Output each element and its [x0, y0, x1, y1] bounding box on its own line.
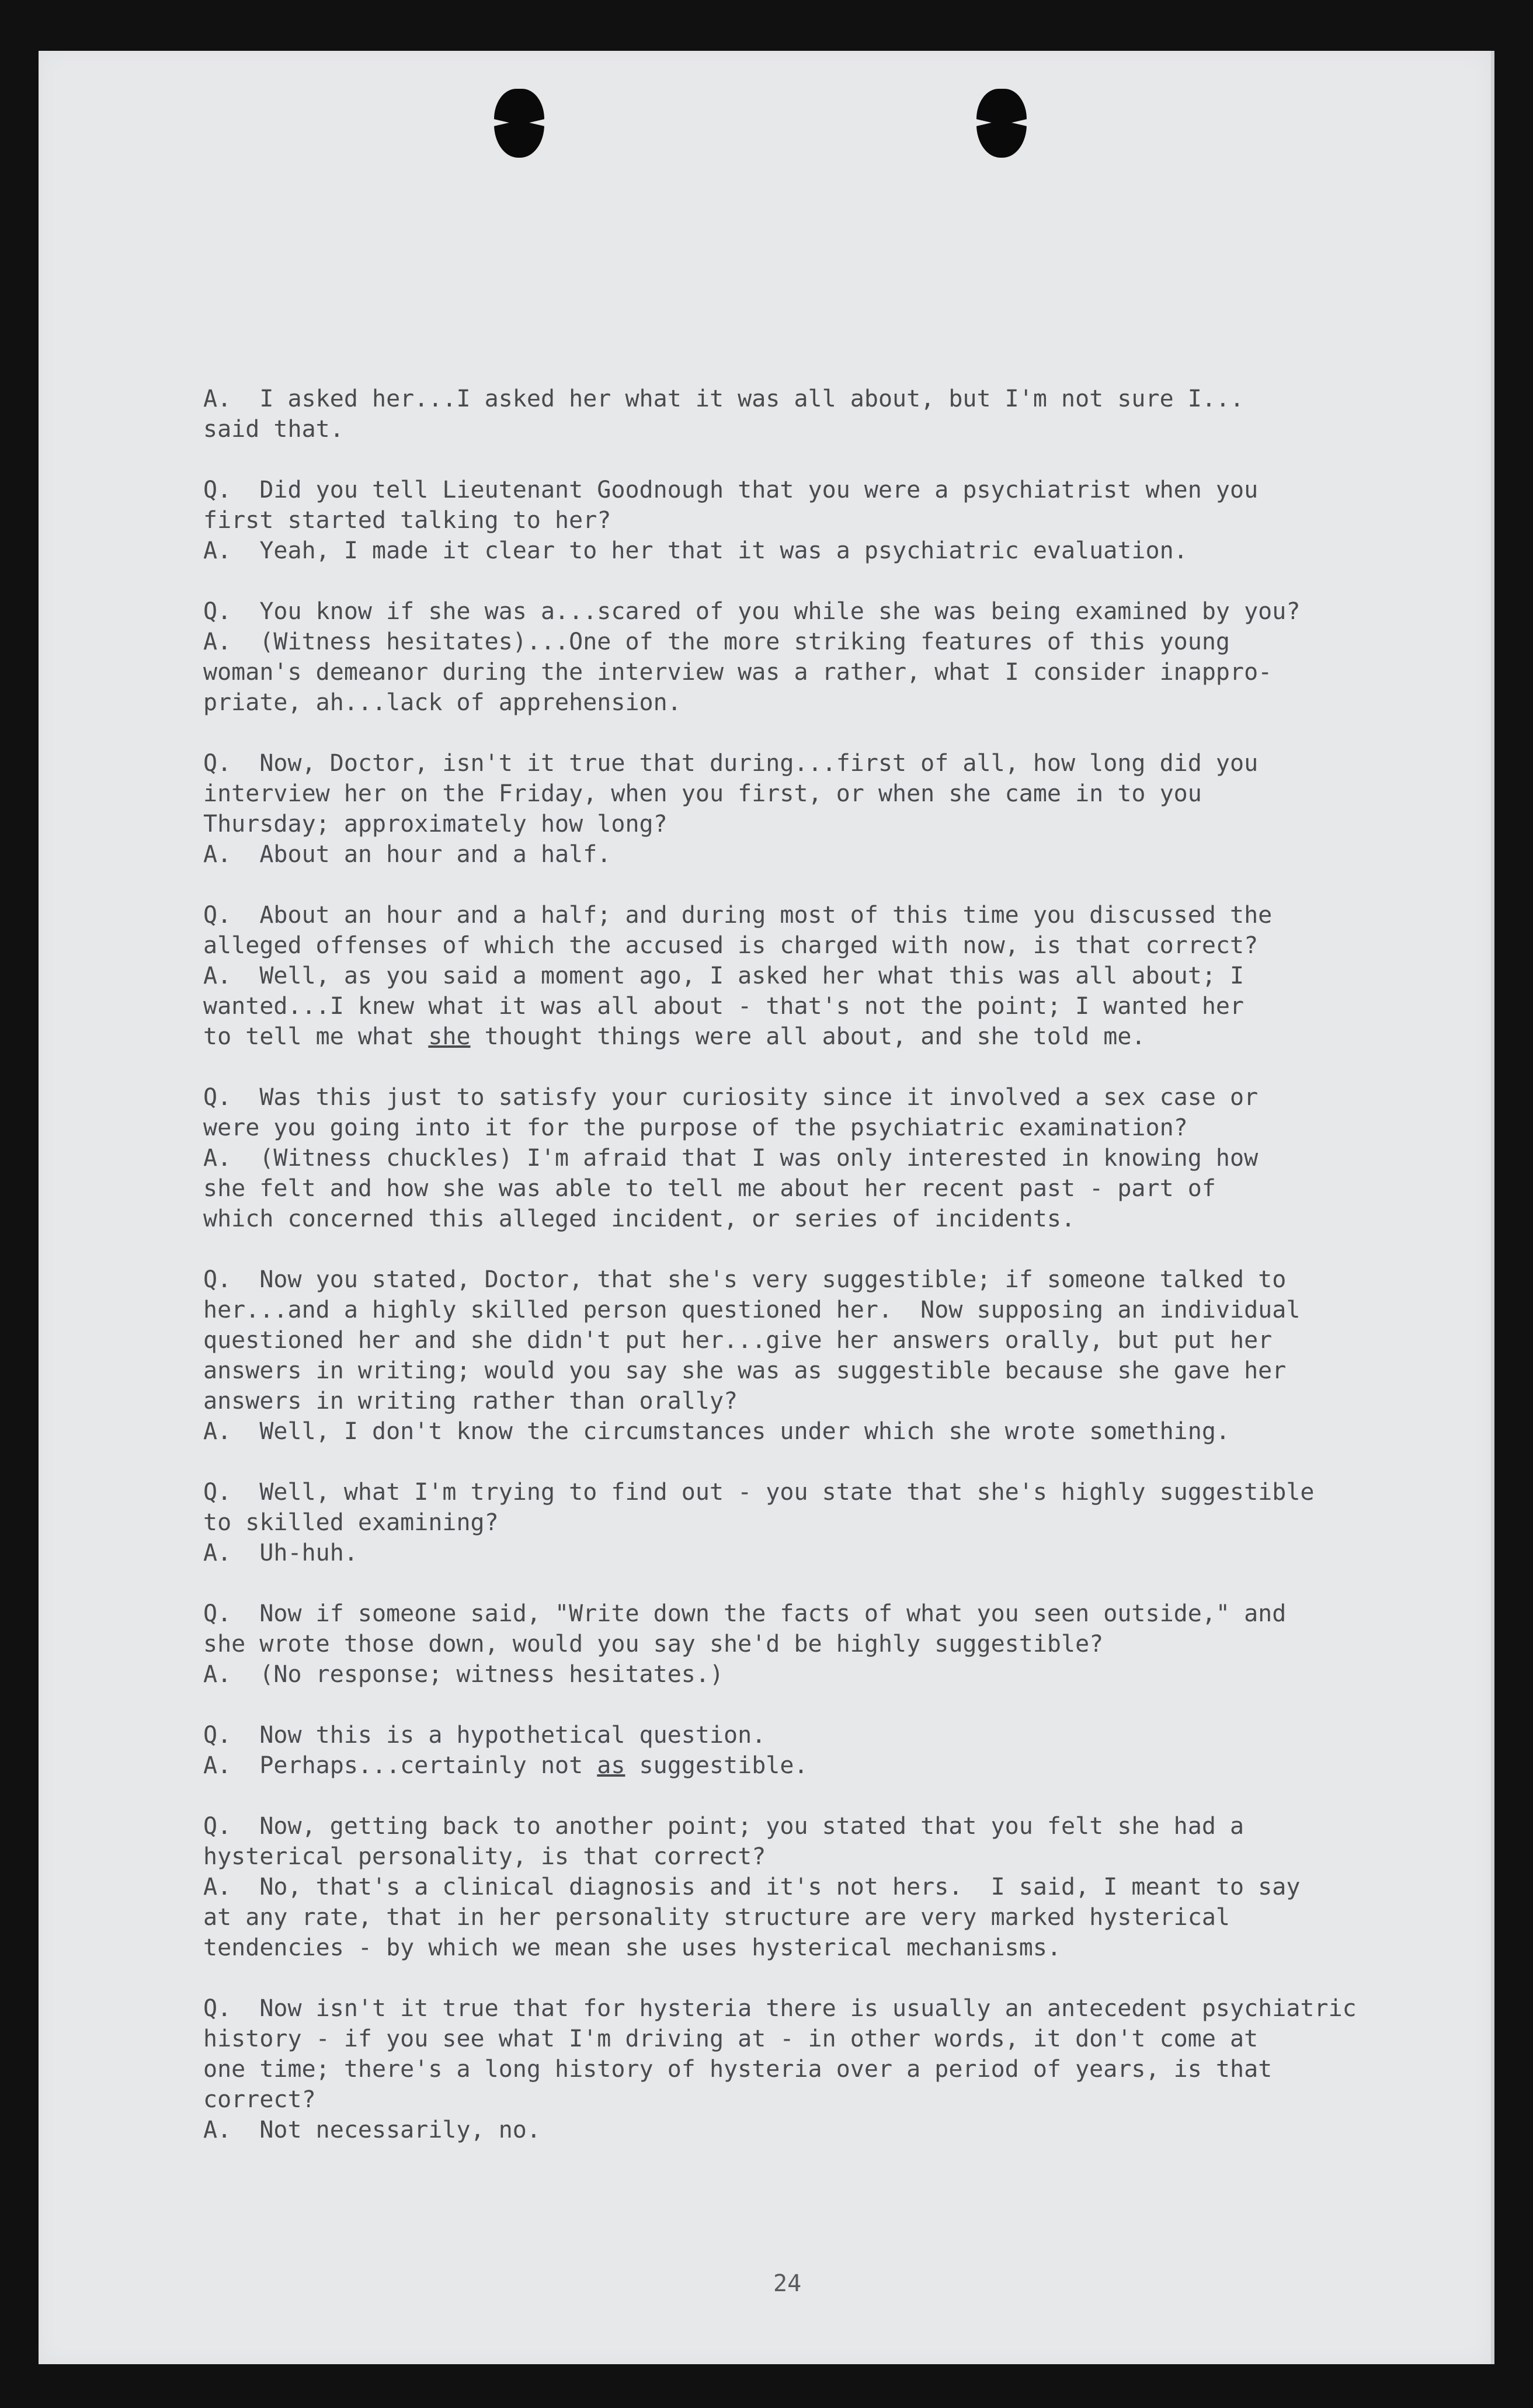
transcript-line: history - if you see what I'm driving at - in other words, it don't come at	[203, 2025, 1259, 2052]
transcript-line: Q. Did you tell Lieutenant Goodnough that you were a psychiatrist when you	[203, 477, 1259, 503]
transcript-line: Q. About an hour and a half; and during most of this time you discussed the	[203, 902, 1273, 929]
transcript-line: Thursday; approximately how long?	[203, 811, 668, 838]
transcript-line: A. Well, I don't know the circumstances under which she wrote something.	[203, 1418, 1230, 1445]
transcript-line: were you going into it for the purpose of the psychiatric examination?	[203, 1114, 1188, 1141]
transcript-line: Q. Now isn't it true that for hysteria there is usually an antecedent psychiatric	[203, 1995, 1357, 2022]
document-page	[39, 51, 1494, 2364]
qa-block	[203, 384, 1488, 444]
transcript-line: Q. Now if someone said, "Write down the facts of what you seen outside," and	[203, 1600, 1287, 1627]
qa-block	[203, 1264, 1488, 1447]
qa-block	[203, 748, 1488, 870]
transcript-line: Q. Now you stated, Doctor, that she's very suggestible; if someone talked to	[203, 1266, 1287, 1293]
transcript-line: to skilled examining?	[203, 1509, 499, 1536]
transcript-body	[203, 384, 1488, 2176]
punch-hole-right	[976, 89, 1027, 158]
transcript-line: Q. Now, getting back to another point; you stated that you felt she had a	[203, 1813, 1245, 1840]
transcript-line: A. (Witness chuckles) I'm afraid that I was only interested in knowing how	[203, 1145, 1259, 1172]
transcript-line: A. (No response; witness hesitates.)	[203, 1661, 724, 1688]
transcript-line: hysterical personality, is that correct?	[203, 1843, 766, 1870]
transcript-line: tendencies - by which we mean she uses hysterical mechanisms.	[203, 1934, 1062, 1961]
transcript-line: correct?	[203, 2086, 316, 2113]
transcript-line: at any rate, that in her personality structure are very marked hysterical	[203, 1904, 1230, 1931]
transcript-line	[203, 1750, 1488, 1781]
transcript-line: questioned her and she didn't put her...give her answers orally, but put her	[203, 1327, 1273, 1354]
transcript-line: A. About an hour and a half.	[203, 841, 611, 868]
transcript-line: priate, ah...lack of apprehension.	[203, 689, 682, 716]
transcript-line: answers in writing rather than orally?	[203, 1388, 738, 1415]
transcript-line: A. Yeah, I made it clear to her that it was a psychiatric evaluation.	[203, 537, 1188, 564]
transcript-line: she felt and how she was able to tell me about her recent past - part of	[203, 1175, 1216, 1202]
qa-block	[203, 475, 1488, 566]
qa-block	[203, 1082, 1488, 1234]
transcript-line: Q. Well, what I'm trying to find out - you state that she's highly suggestible	[203, 1479, 1315, 1506]
underlined-word: as	[597, 1752, 625, 1779]
line-text: thought things were all about, and she told me.	[470, 1023, 1146, 1050]
qa-block	[203, 1811, 1488, 1963]
transcript-line: said that.	[203, 416, 344, 443]
transcript-line: Q. Now this is a hypothetical question.	[203, 1722, 766, 1749]
transcript-line: answers in writing; would you say she was as suggestible because she gave her	[203, 1357, 1287, 1384]
transcript-line: wanted...I knew what it was all about - that's not the point; I wanted her	[203, 993, 1245, 1020]
transcript-line: A. I asked her...I asked her what it was all about, but I'm not sure I...	[203, 385, 1245, 412]
transcript-line: interview her on the Friday, when you first, or when she came in to you	[203, 780, 1202, 807]
transcript-line: Q. Was this just to satisfy your curiosity since it involved a sex case or	[203, 1084, 1259, 1111]
transcript-line: which concerned this alleged incident, or series of incidents.	[203, 1205, 1076, 1232]
underlined-word: she	[428, 1023, 471, 1050]
transcript-line: first started talking to her?	[203, 507, 611, 534]
qa-block	[203, 1720, 1488, 1781]
transcript-line: A. Well, as you said a moment ago, I asked her what this was all about; I	[203, 962, 1245, 989]
qa-block	[203, 1477, 1488, 1568]
transcript-line: A. (Witness hesitates)...One of the more striking features of this young	[203, 628, 1230, 655]
transcript-line: woman's demeanor during the interview was a rather, what I consider inappro-	[203, 659, 1273, 686]
transcript-line: one time; there's a long history of hysteria over a period of years, is that	[203, 2056, 1273, 2083]
transcript-line: she wrote those down, would you say she'd be highly suggestible?	[203, 1631, 1104, 1658]
transcript-line: A. Not necessarily, no.	[203, 2117, 541, 2143]
transcript-line: A. Uh-huh.	[203, 1540, 358, 1566]
transcript-line: A. No, that's a clinical diagnosis and it's not hers. I said, I meant to say	[203, 1874, 1301, 1900]
qa-block	[203, 596, 1488, 718]
line-text: to tell me what	[203, 1023, 429, 1050]
qa-block	[203, 1993, 1488, 2145]
punch-hole-left	[494, 89, 544, 158]
line-text: A. Perhaps...certainly not	[203, 1752, 597, 1779]
line-text: suggestible.	[625, 1752, 808, 1779]
transcript-line: Q. Now, Doctor, isn't it true that during...first of all, how long did you	[203, 750, 1259, 777]
transcript-line: alleged offenses of which the accused is charged with now, is that correct?	[203, 932, 1259, 959]
transcript-line	[203, 1021, 1488, 1052]
transcript-line: Q. You know if she was a...scared of you while she was being examined by you?	[203, 598, 1301, 625]
page-number: 24	[773, 2270, 802, 2297]
qa-block	[203, 900, 1488, 1052]
transcript-line: her...and a highly skilled person questioned her. Now supposing an individual	[203, 1297, 1301, 1323]
qa-block	[203, 1599, 1488, 1690]
